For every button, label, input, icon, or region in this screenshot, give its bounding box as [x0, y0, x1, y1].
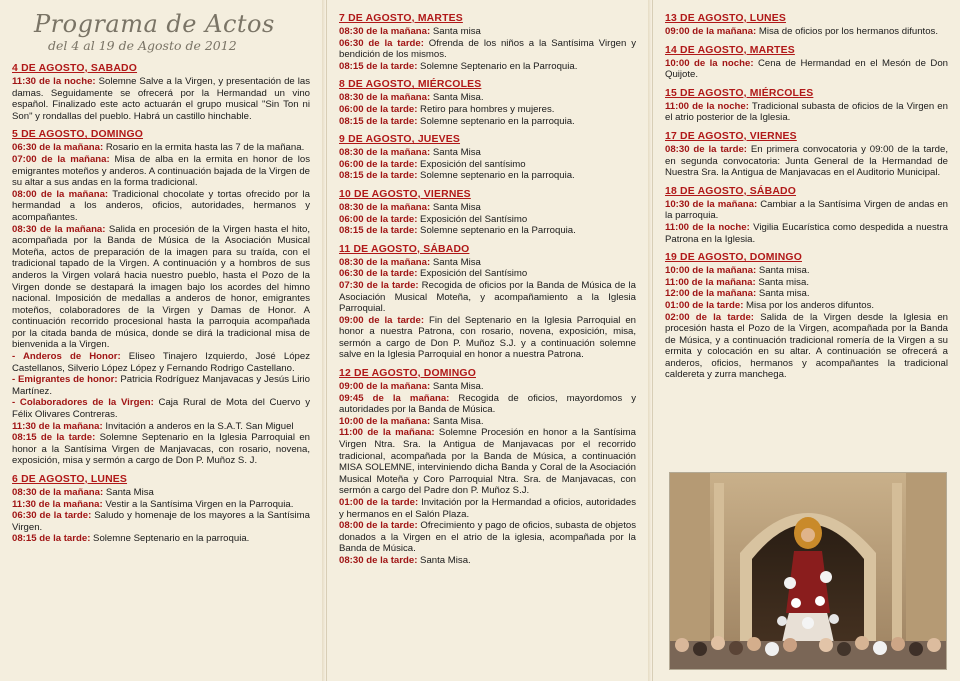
item-time: 08:15 de la tarde: [339, 225, 418, 237]
day-heading: 7 DE AGOSTO, MARTES [339, 13, 463, 24]
item-time: 06:30 de la tarde: [339, 268, 418, 280]
item-time: 06:30 de la tarde: [339, 37, 424, 49]
item-description: Misa de alba en la ermita en honor de los emigrantes moteños y anderos. A continuación bajada de la Virgen de su altar a sus andas en la forma tradicional. [12, 153, 311, 189]
item-description: Tradicional chocolate y tortas ofrecido por la hermandad a los anderos, oficios, autoridades, hermanos y acompañantes. [12, 188, 310, 223]
photo-illustration [670, 473, 946, 669]
schedule-item [665, 288, 948, 300]
item-time: 08:15 de la tarde: [339, 115, 418, 127]
schedule-item [339, 159, 636, 171]
item-description: Tradicional subasta de oficios de la Virgen en el atrio posterior de la Iglesia. [665, 100, 948, 124]
schedule-item [12, 397, 310, 420]
schedule-item [339, 427, 636, 497]
item-description: Santa misa. [756, 265, 810, 277]
item-description: Fin del Septenario en la Iglesia Parroquial en honor a nuestra Patrona, con rosario, novena, exposición, misa, sermón a cargo de Don P. Muñoz S.J. y a continuación solemne salve en la Iglesia Parroquial en honor a nuestra Patrona. [339, 314, 636, 361]
item-time: 08:30 de la tarde: [665, 143, 747, 155]
schedule-item [339, 393, 636, 416]
schedule-item [339, 26, 636, 38]
item-time: 06:30 de la mañana: [12, 142, 104, 154]
schedule-item [12, 510, 310, 533]
item-time: 09:45 de la mañana: [339, 392, 450, 404]
schedule-item [12, 421, 310, 433]
item-description: Santa misa. [755, 276, 809, 288]
schedule-item [12, 487, 310, 499]
item-time: 09:00 de la mañana: [339, 381, 431, 393]
schedule-item [12, 154, 310, 189]
item-description: Santa Misa [103, 487, 154, 498]
schedule-item [339, 116, 636, 128]
schedule-item [665, 300, 948, 312]
item-description: Saludo y homenaje de los mayores a la Santísima Virgen. [12, 510, 310, 533]
item-time: 06:00 de la tarde: [339, 213, 418, 225]
item-description: Rosario en la ermita hasta las 7 de la mañana. [103, 142, 305, 154]
virgin-procession-photo [669, 472, 947, 670]
item-description: Cambiar a la Santísima Virgen de andas en la parroquia. [665, 198, 948, 222]
item-description: En primera convocatoria y 09:00 de la tarde, en segunda convocatoria: Junta General de la Hermandad de Nuestra Sra. la Antigua de Manjavacas en el Auditorio Municipal. [665, 143, 949, 179]
item-description: Recogida de oficios por la Banda de Música de la Asociación Musical Moteña, y acompañamiento a la Iglesia Parroquial. [339, 279, 636, 315]
item-description: Solemne Salve a la Virgen, y presentación de las damas. Seguidamente se ofrecerá por la Hermandad un vino español. Finalizado este acto actuarán el grupo musical "Sin Ton ni Son" y rondallas del pueblo. Habrá un castillo hinchable. [12, 76, 311, 122]
item-time: 01:00 de la tarde: [339, 497, 419, 508]
item-description: Solemne Procesión en honor a la Santísima Virgen Ntra. Sra. la Antigua de Manjavacas por el recorrido tradicional, acompañada por la Banda de Música, a continuación MISA SOLEMNE, interviniendo dicha Banda y Coral de la Asociación Musical Moteña y Coro Parroquial Ntra. Sra. de Manjavacas, con sermón a cargo del Padre don P. Muñoz S.J. [339, 427, 636, 497]
item-time: 08:30 de la mañana: [12, 223, 106, 235]
schedule-item [12, 142, 310, 154]
item-time: 09:00 de la mañana: [665, 26, 757, 37]
day-heading: 14 DE AGOSTO, MARTES [665, 44, 795, 56]
day-heading: 13 DE AGOSTO, LUNES [665, 13, 787, 24]
item-description: Vestir a la Santísima Virgen en la Parroquia. [102, 498, 294, 510]
schedule-item [339, 520, 636, 555]
item-description: Santa Misa. [430, 92, 484, 104]
schedule-item [339, 268, 636, 280]
item-description: Solemne Septenario en la parroquia. [90, 533, 250, 545]
item-time: 08:30 de la mañana: [339, 147, 431, 159]
item-time: 11:00 de la noche: [665, 221, 750, 233]
item-description: Misa de oficios por los hermanos difuntos. [756, 26, 939, 37]
item-time: 06:30 de la tarde: [12, 510, 92, 522]
item-description: Solemne septenario en la Parroquia. [417, 225, 576, 237]
item-time: 12:00 de la mañana: [665, 288, 757, 300]
item-time: - Anderos de Honor: [12, 351, 121, 363]
item-description: Santa Misa. [417, 554, 471, 566]
item-time: 08:15 de la tarde: [339, 60, 418, 72]
schedule-item [12, 432, 310, 467]
day-heading: 9 DE AGOSTO, JUEVES [339, 134, 461, 146]
day-heading: 15 DE AGOSTO, MIÉRCOLES [665, 87, 814, 99]
item-description: Santa Misa. [430, 415, 484, 427]
item-description: Invitación por la Hermandad a oficios, autoridades y hermanos en el Salón Plaza. [339, 497, 637, 520]
item-time: - Colaboradores de la Virgen: [12, 397, 154, 409]
schedule-item [339, 381, 636, 393]
item-time: 11:30 de la mañana: [12, 420, 103, 432]
schedule-item [339, 61, 636, 73]
item-description: Santa Misa [430, 147, 481, 159]
item-description: Santa misa. [756, 288, 810, 300]
schedule-item [339, 92, 636, 104]
program-subtitle: del 4 al 19 de Agosto de 2012 [48, 38, 237, 53]
day-heading: 10 DE AGOSTO, VIERNES [339, 188, 471, 200]
item-time: 08:00 de la mañana: [12, 188, 109, 200]
schedule-item [665, 58, 948, 81]
item-description: Solemne septenario en la parroquia. [417, 170, 575, 182]
item-time: 08:30 de la tarde: [339, 554, 418, 566]
day-heading: 12 DE AGOSTO, DOMINGO [339, 368, 476, 380]
schedule-item [12, 499, 310, 511]
item-time: 08:30 de la mañana: [339, 92, 431, 104]
schedule-item [665, 101, 948, 124]
schedule-item [665, 312, 948, 382]
schedule-item [339, 147, 636, 159]
item-time: - Emigrantes de honor: [12, 374, 118, 386]
day-heading: 18 DE AGOSTO, SÁBADO [665, 185, 797, 197]
schedule-item [339, 38, 636, 61]
item-description: Cena de Hermandad en el Mesón de Don Quijote. [665, 57, 948, 81]
item-description: Solemne Septenario en la Parroquia. [417, 60, 578, 72]
item-description: Eliseo Tinajero Izquierdo, José López Castellanos, Silverio López López y Fernando Rodrigo Castellano. [12, 351, 311, 374]
item-time: 08:30 de la mañana: [339, 201, 431, 213]
column-3-days [665, 13, 948, 381]
item-description: Ofrenda de los niños a la Santísima Virgen y bendición de los mismos. [339, 37, 636, 61]
schedule-item [665, 199, 948, 222]
program-title: Programa de Actos [34, 10, 275, 38]
schedule-item [339, 416, 636, 428]
schedule-item [665, 222, 948, 245]
schedule-item [339, 280, 636, 315]
item-description: Santa Misa [430, 201, 481, 213]
schedule-item [339, 315, 636, 361]
day-heading: 8 DE AGOSTO, MIÉRCOLES [339, 79, 482, 91]
schedule-item [12, 224, 310, 352]
item-description: Exposición del santísimo [417, 158, 526, 170]
schedule-item [665, 265, 948, 277]
item-time: 01:00 de la tarde: [665, 299, 744, 311]
day-heading: 17 DE AGOSTO, VIERNES [665, 130, 797, 142]
column-1-days [12, 63, 310, 545]
item-time: 10:00 de la mañana: [339, 415, 431, 427]
item-time: 08:15 de la tarde: [339, 170, 418, 182]
schedule-item [665, 26, 948, 38]
column-2-days [339, 13, 636, 567]
item-description: Solemne Septenario en la Iglesia Parroquial en honor a la Santísima Virgen de Manjavacas, con rosario, novena, exposición, misa y sermón a cargo de Don P. Muñoz S. J. [12, 432, 310, 467]
item-time: 08:30 de la mañana: [339, 256, 431, 268]
item-time: 10:00 de la mañana: [665, 265, 757, 277]
column-3 [652, 0, 960, 681]
schedule-item [339, 202, 636, 214]
schedule-item [339, 214, 636, 226]
item-description: Exposición del Santísimo [417, 213, 528, 225]
item-time: 10:00 de la noche: [665, 57, 754, 69]
item-description: Caja Rural de Mota del Cuervo y Félix Olivares Contreras. [12, 397, 310, 421]
day-heading: 4 DE AGOSTO, SABADO [12, 63, 138, 74]
item-description: Misa por los anderos difuntos. [743, 299, 875, 311]
item-time: 11:00 de la mañana: [665, 276, 756, 288]
schedule-item [12, 533, 310, 545]
item-description: Salida en procesión de la Virgen hasta el hito, acompañada por la Banda de Música de la Asociación Musical Moteña, actos de preparación de la imagen para su traída, con el tradicional tapado de la Virgen. A continuación y a hombros de sus anderos la Virgen volará hacia nuestro pueblo, hasta el Pozo de la Virgen donde se destapará la imagen bajo los acordes del himno nacional. Imposición de medallas a anderos de honor, emigrantes moteños, colaboradores de la Virgen y Damas de Honor. A continuación recorrido procesional hasta la parroquia acompañada por la citada banda de música, donde se dirá la tradicional misa de bienvenida a la Virgen. [12, 223, 310, 351]
schedule-item [12, 76, 310, 122]
item-description: Retiro para hombres y mujeres. [417, 103, 555, 115]
day-heading: 11 DE AGOSTO, SÁBADO [339, 243, 470, 255]
day-heading: 5 DE AGOSTO, DOMINGO [12, 129, 144, 141]
item-description: Santa misa [430, 26, 481, 37]
item-time: 02:00 de la tarde: [665, 311, 754, 323]
item-time: 08:30 de la mañana: [12, 487, 104, 498]
item-description: Ofrecimiento y pago de oficios, subasta de objetos donados a la Virgen en el atrio de la iglesia, acompañada por la Banda de Música. [339, 520, 636, 555]
item-description: Santa Misa [430, 256, 481, 268]
item-time: 08:15 de la tarde: [12, 533, 91, 545]
column-2 [326, 0, 648, 681]
item-time: 08:00 de la tarde: [339, 520, 418, 532]
item-time: 11:30 de la mañana: [12, 498, 103, 510]
schedule-item [339, 225, 636, 237]
item-time: 11:00 de la noche: [665, 100, 749, 112]
item-time: 07:30 de la tarde: [339, 279, 419, 291]
schedule-item [339, 555, 636, 567]
schedule-item [339, 257, 636, 269]
item-description: Salida de la Virgen desde la Iglesia en procesión hasta el Pozo de la Virgen, acompañada por la Banda de Música, y a continuación tradicional romería de la Virgen a su ermita y colocación en su altar. A continuación se ofrecerá a anderos, oficios, hermanos y acompañantes la tradicional caldereta y zurra manchega. [665, 311, 948, 381]
item-time: 11:00 de la mañana: [339, 427, 435, 439]
day-heading: 6 DE AGOSTO, LUNES [12, 474, 128, 485]
item-time: 09:00 de la tarde: [339, 314, 425, 326]
item-description: Recogida de oficios, mayordomos y autoridades por la Banda de Música. [339, 392, 636, 416]
schedule-item [339, 497, 636, 520]
item-time: 07:00 de la mañana: [12, 153, 110, 165]
schedule-item [12, 189, 310, 224]
item-time: 10:30 de la mañana: [665, 198, 758, 210]
item-time: 06:00 de la tarde: [339, 158, 418, 170]
item-time: 08:30 de la mañana: [339, 26, 431, 37]
item-description: Patricia Rodríguez Manjavacas y Jesús Lirio Martínez. [12, 374, 310, 397]
schedule-item [665, 144, 948, 179]
item-description: Vigilia Eucarística como despedida a nuestra Patrona en la Iglesia. [665, 221, 948, 245]
item-description: Exposición del Santísimo [417, 268, 528, 280]
item-description: Santa Misa. [430, 381, 484, 393]
schedule-item [339, 170, 636, 182]
schedule-item [12, 374, 310, 397]
item-description: Solemne septenario en la parroquia. [417, 115, 575, 127]
schedule-item [339, 104, 636, 116]
schedule-item [12, 351, 310, 374]
day-heading: 19 DE AGOSTO, DOMINGO [665, 252, 802, 264]
item-time: 06:00 de la tarde: [339, 103, 418, 115]
schedule-item [665, 277, 948, 289]
item-time: 11:30 de la noche: [12, 76, 96, 87]
item-description: Invitación a anderos en la S.A.T. San Miguel [102, 420, 294, 432]
column-1 [0, 0, 322, 681]
item-time: 08:15 de la tarde: [12, 432, 96, 444]
